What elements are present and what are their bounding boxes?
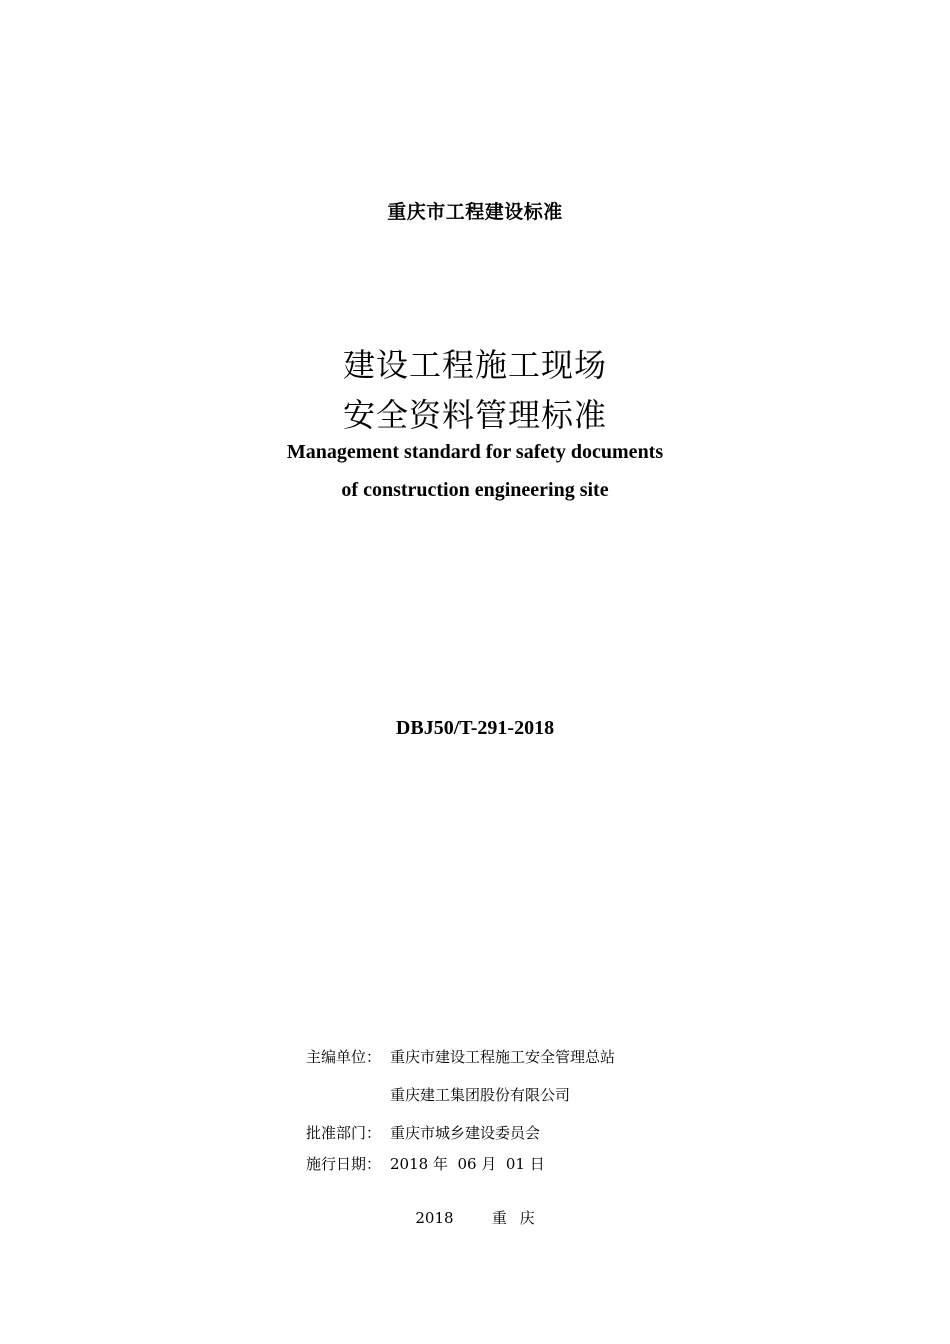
approval-value: 重庆市城乡建设委员会 bbox=[390, 1124, 541, 1142]
chief-editor-2: 重庆建工集团股份有限公司 bbox=[390, 1086, 571, 1104]
title-en-line2: of construction engineering site bbox=[341, 479, 609, 501]
series-title: 重庆市工程建设标准 bbox=[387, 201, 563, 223]
chief-editor-1: 重庆市建设工程施工安全管理总站 bbox=[390, 1048, 616, 1066]
title-cn-line1: 建设工程施工现场 bbox=[342, 346, 607, 384]
footer-year-city: 2018 重 庆 bbox=[415, 1209, 535, 1227]
effective-date-value: 2018 年 06 月 01 日 bbox=[390, 1155, 545, 1173]
effective-date-label: 施行日期： bbox=[306, 1155, 382, 1173]
title-cn-line2: 安全资料管理标准 bbox=[342, 396, 607, 434]
standard-code: DBJ50/T-291-2018 bbox=[395, 717, 555, 739]
chief-editor-label: 主编单位： bbox=[306, 1048, 382, 1066]
title-en-line1: Management standard for safety documents bbox=[286, 441, 664, 463]
approval-label: 批准部门： bbox=[306, 1124, 382, 1142]
